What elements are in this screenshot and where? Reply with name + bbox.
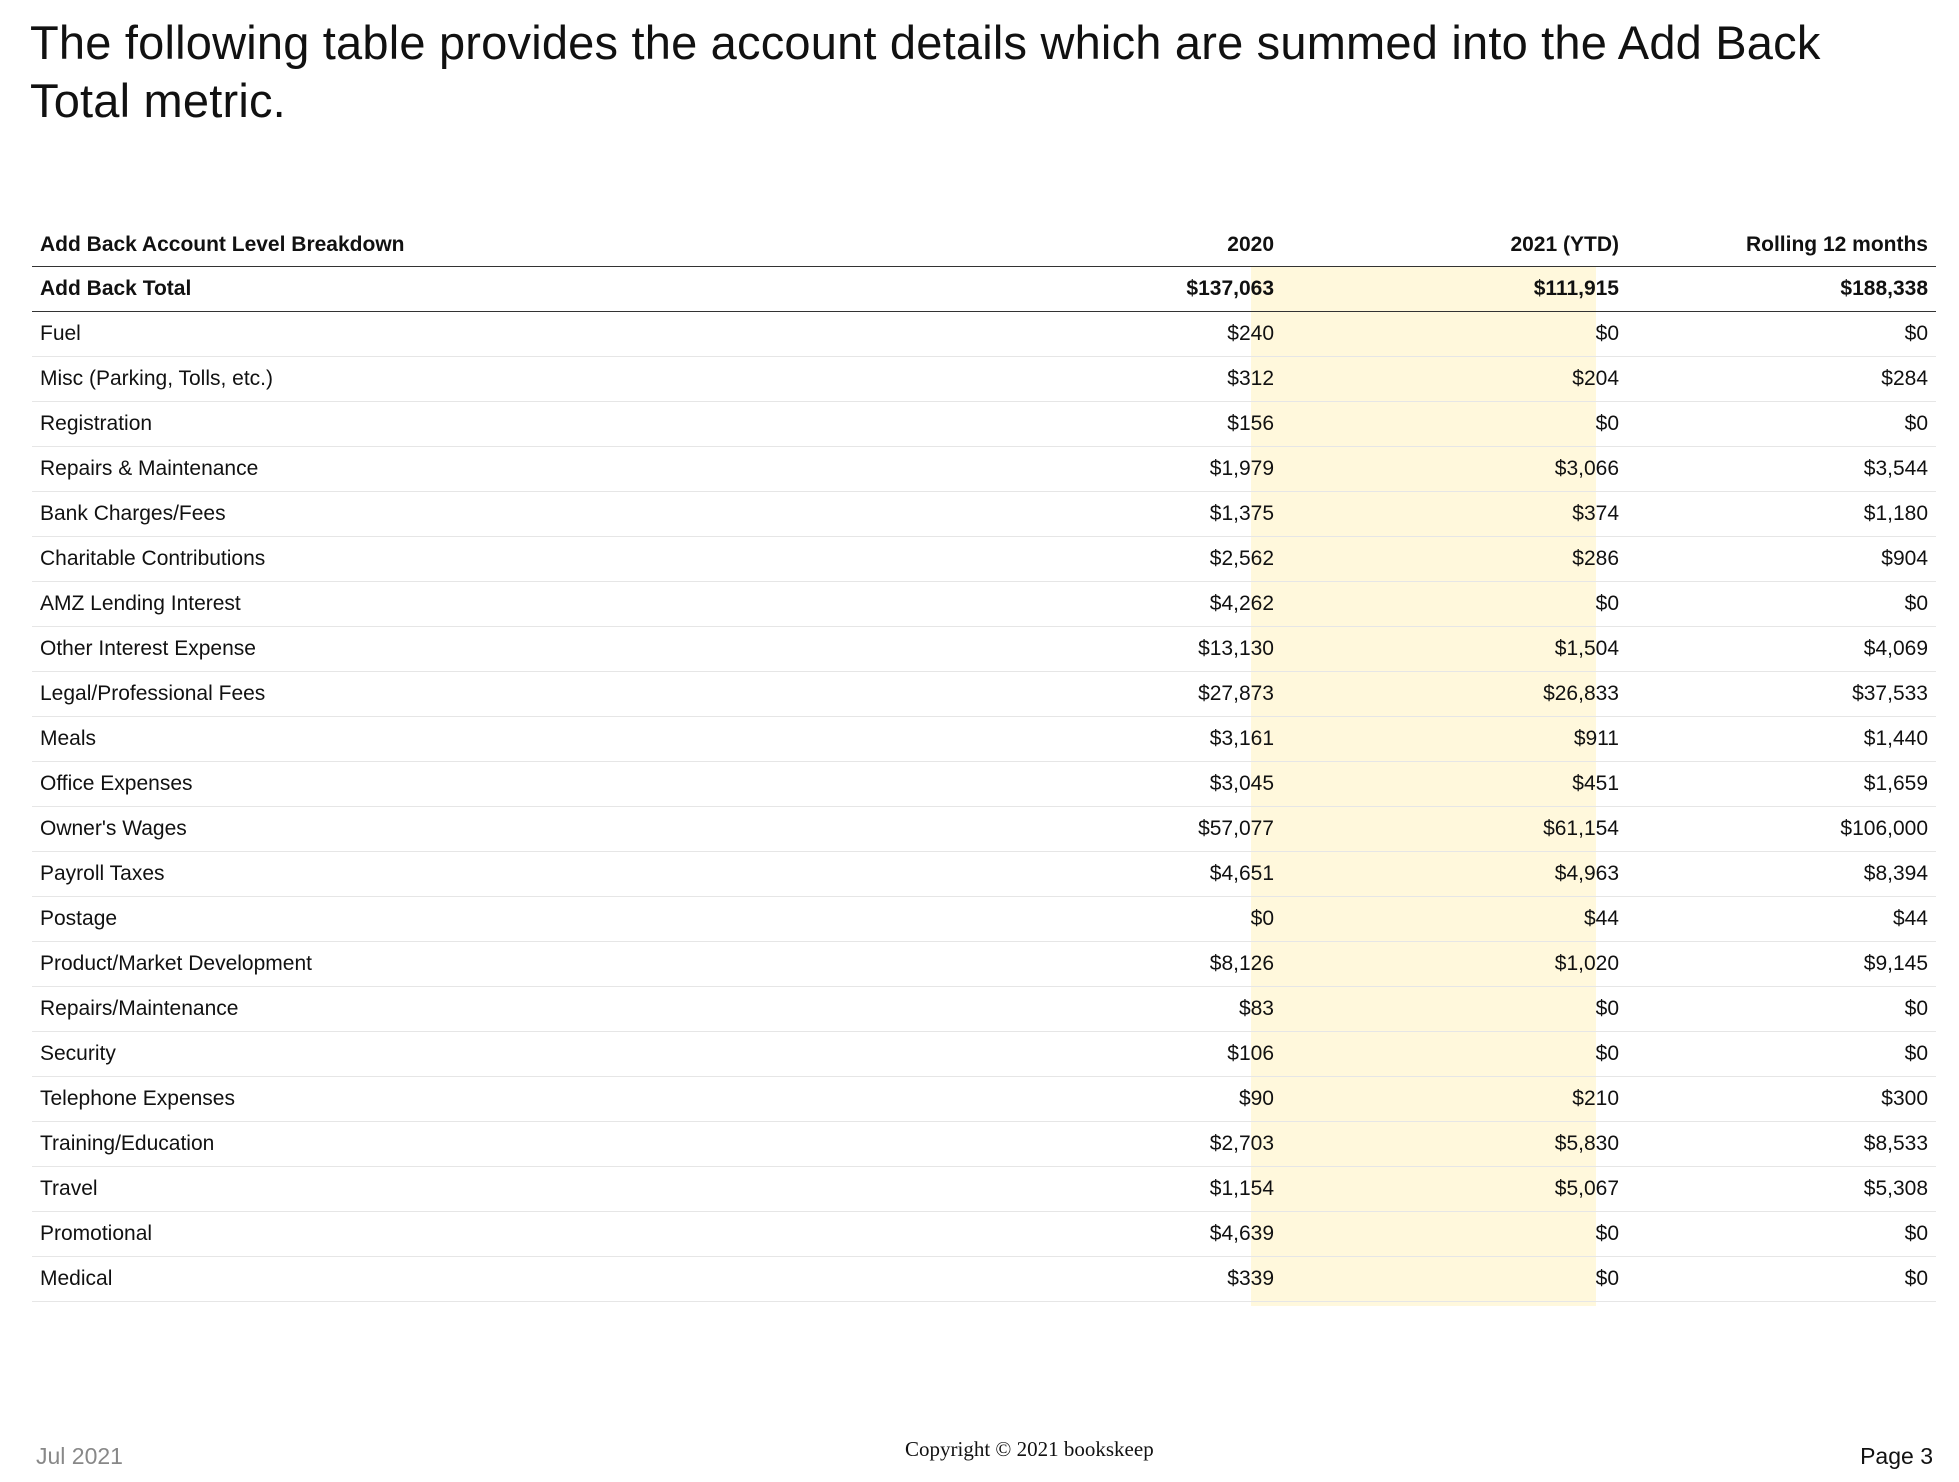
table-row	[32, 312, 1936, 357]
row-label: AMZ Lending Interest	[32, 582, 1042, 627]
row-2020: $4,651	[1042, 852, 1282, 897]
table-row	[32, 537, 1936, 582]
row-rolling: $0	[1627, 1032, 1936, 1077]
row-label: Registration	[32, 402, 1042, 447]
table-row	[32, 1122, 1936, 1167]
row-rolling: $8,394	[1627, 852, 1936, 897]
table-row	[32, 852, 1936, 897]
row-2020: $240	[1042, 312, 1282, 357]
row-label: Legal/Professional Fees	[32, 672, 1042, 717]
table-row	[32, 402, 1936, 447]
row-2020: $156	[1042, 402, 1282, 447]
row-rolling: $1,440	[1627, 717, 1936, 762]
row-label: Medical	[32, 1257, 1042, 1302]
total-2021: $111,915	[1282, 267, 1627, 312]
row-2021: $44	[1282, 897, 1627, 942]
add-back-table-container	[32, 224, 1936, 1302]
row-rolling: $37,533	[1627, 672, 1936, 717]
row-2021: $3,066	[1282, 447, 1627, 492]
row-2021: $451	[1282, 762, 1627, 807]
row-rolling: $9,145	[1627, 942, 1936, 987]
row-rolling: $0	[1627, 1257, 1936, 1302]
row-2021: $0	[1282, 1032, 1627, 1077]
row-2020: $4,262	[1042, 582, 1282, 627]
row-label: Repairs/Maintenance	[32, 987, 1042, 1032]
row-2020: $339	[1042, 1257, 1282, 1302]
total-label: Add Back Total	[32, 267, 1042, 312]
row-2021: $5,830	[1282, 1122, 1627, 1167]
row-2020: $4,639	[1042, 1212, 1282, 1257]
row-rolling: $284	[1627, 357, 1936, 402]
footer-copyright: Copyright © 2021 bookskeep	[905, 1437, 1154, 1461]
row-2020: $1,979	[1042, 447, 1282, 492]
row-rolling: $106,000	[1627, 807, 1936, 852]
row-rolling: $0	[1627, 582, 1936, 627]
row-rolling: $4,069	[1627, 627, 1936, 672]
table-row	[32, 1212, 1936, 1257]
page-title: The following table provides the account details which are summed into the Add Back Total metric.	[30, 16, 1821, 127]
row-rolling: $1,659	[1627, 762, 1936, 807]
row-2021: $0	[1282, 402, 1627, 447]
row-label: Promotional	[32, 1212, 1042, 1257]
row-rolling: $0	[1627, 1212, 1936, 1257]
row-2021: $0	[1282, 1212, 1627, 1257]
row-label: Repairs & Maintenance	[32, 447, 1042, 492]
row-rolling: $3,544	[1627, 447, 1936, 492]
row-rolling: $0	[1627, 402, 1936, 447]
row-2021: $210	[1282, 1077, 1627, 1122]
table-row	[32, 357, 1936, 402]
row-2020: $106	[1042, 1032, 1282, 1077]
row-rolling: $5,308	[1627, 1167, 1936, 1212]
table-row	[32, 1167, 1936, 1212]
row-2021: $286	[1282, 537, 1627, 582]
row-label: Training/Education	[32, 1122, 1042, 1167]
row-label: Owner's Wages	[32, 807, 1042, 852]
row-2021: $0	[1282, 312, 1627, 357]
row-rolling: $0	[1627, 987, 1936, 1032]
row-2021: $1,504	[1282, 627, 1627, 672]
row-rolling: $904	[1627, 537, 1936, 582]
table-row	[32, 447, 1936, 492]
row-2020: $57,077	[1042, 807, 1282, 852]
header-2020: 2020	[1042, 224, 1282, 267]
table-row	[32, 717, 1936, 762]
row-label: Other Interest Expense	[32, 627, 1042, 672]
row-2020: $2,703	[1042, 1122, 1282, 1167]
table-row	[32, 627, 1936, 672]
table-row	[32, 582, 1936, 627]
row-rolling: $300	[1627, 1077, 1936, 1122]
table-row	[32, 1077, 1936, 1122]
row-2020: $13,130	[1042, 627, 1282, 672]
row-label: Office Expenses	[32, 762, 1042, 807]
row-2020: $0	[1042, 897, 1282, 942]
row-2021: $911	[1282, 717, 1627, 762]
header-account: Add Back Account Level Breakdown	[32, 224, 1042, 267]
row-2020: $2,562	[1042, 537, 1282, 582]
row-2021: $204	[1282, 357, 1627, 402]
table-row	[32, 672, 1936, 717]
row-2021: $61,154	[1282, 807, 1627, 852]
header-rolling-12: Rolling 12 months	[1627, 224, 1936, 267]
row-2020: $1,154	[1042, 1167, 1282, 1212]
row-2021: $374	[1282, 492, 1627, 537]
row-2021: $0	[1282, 582, 1627, 627]
footer-date: Jul 2021	[36, 1443, 123, 1469]
row-2020: $90	[1042, 1077, 1282, 1122]
table-row	[32, 807, 1936, 852]
footer-page-number: Page 3	[1860, 1443, 1933, 1469]
total-2020: $137,063	[1042, 267, 1282, 312]
row-label: Telephone Expenses	[32, 1077, 1042, 1122]
row-2020: $3,045	[1042, 762, 1282, 807]
row-label: Misc (Parking, Tolls, etc.)	[32, 357, 1042, 402]
row-rolling: $8,533	[1627, 1122, 1936, 1167]
table-row	[32, 942, 1936, 987]
row-2021: $4,963	[1282, 852, 1627, 897]
row-label: Meals	[32, 717, 1042, 762]
table-header	[32, 224, 1936, 267]
row-label: Fuel	[32, 312, 1042, 357]
row-label: Postage	[32, 897, 1042, 942]
row-2020: $83	[1042, 987, 1282, 1032]
row-2020: $27,873	[1042, 672, 1282, 717]
row-2020: $312	[1042, 357, 1282, 402]
header-row	[32, 224, 1936, 267]
row-label: Payroll Taxes	[32, 852, 1042, 897]
row-label: Bank Charges/Fees	[32, 492, 1042, 537]
total-row	[32, 267, 1936, 312]
row-label: Security	[32, 1032, 1042, 1077]
row-rolling: $1,180	[1627, 492, 1936, 537]
row-label: Product/Market Development	[32, 942, 1042, 987]
add-back-table	[32, 224, 1936, 1302]
table-body	[32, 267, 1936, 1302]
row-2020: $8,126	[1042, 942, 1282, 987]
row-2021: $5,067	[1282, 1167, 1627, 1212]
table-row	[32, 492, 1936, 537]
row-rolling: $0	[1627, 312, 1936, 357]
row-2021: $1,020	[1282, 942, 1627, 987]
total-rolling: $188,338	[1627, 267, 1936, 312]
table-row	[32, 897, 1936, 942]
header-2021-ytd: 2021 (YTD)	[1282, 224, 1627, 267]
table-row	[32, 1032, 1936, 1077]
row-label: Charitable Contributions	[32, 537, 1042, 582]
table-row	[32, 762, 1936, 807]
table-row	[32, 987, 1936, 1032]
row-2020: $3,161	[1042, 717, 1282, 762]
row-rolling: $44	[1627, 897, 1936, 942]
row-label: Travel	[32, 1167, 1042, 1212]
row-2021: $0	[1282, 987, 1627, 1032]
row-2021: $26,833	[1282, 672, 1627, 717]
table-row	[32, 1257, 1936, 1302]
row-2021: $0	[1282, 1257, 1627, 1302]
row-2020: $1,375	[1042, 492, 1282, 537]
